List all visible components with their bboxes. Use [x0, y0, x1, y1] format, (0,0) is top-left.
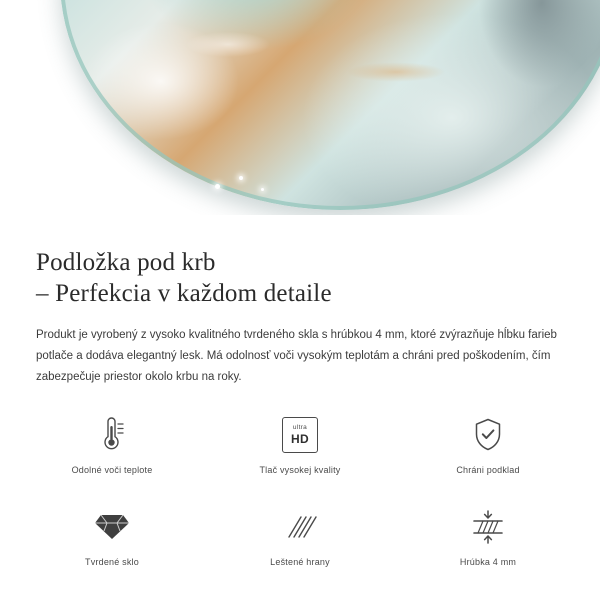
round-glass-mat-image — [60, 0, 600, 210]
feature-label: Tvrdené sklo — [85, 557, 139, 567]
ultra-hd-icon — [282, 414, 318, 456]
product-description: Produkt je vyrobený z vysoko kvalitného tvrdeného skla s hrúbkou 4 mm, ktoré zvýrazňuje hĺbku farieb potlače a dodáva elegantný lesk. Má odolnosť voči vysokým teplotám a chráni pred poškodením, čím zabezpečuje priestor okolo krbu na roky. — [36, 329, 557, 383]
feature-label: Hrúbka 4 mm — [459, 557, 517, 567]
polished-edges-icon — [282, 506, 318, 548]
page-title — [36, 247, 564, 309]
feature-item-thickness — [394, 506, 582, 588]
feature-label: Leštené hrany — [270, 557, 330, 567]
title-line-2: – Perfekcia v každom detaile — [36, 280, 332, 307]
feature-item-surface-protection — [394, 414, 582, 496]
thermometer-icon — [94, 414, 130, 456]
thickness-icon — [468, 506, 508, 548]
feature-label: Odolné voči teplote — [71, 465, 153, 475]
feature-item-polished-edges — [206, 506, 394, 588]
marble-artwork — [60, 0, 600, 210]
feature-item-heat-resistant — [18, 414, 206, 496]
feature-item-tempered-glass — [18, 506, 206, 588]
feature-grid — [0, 414, 600, 588]
shield-check-icon — [471, 414, 505, 456]
hero-image-section — [0, 0, 600, 215]
feature-label: Tlač vysokej kvality — [259, 465, 341, 475]
ultra-hd-badge-bottom: HD — [291, 431, 309, 446]
feature-label: Chráni podklad — [456, 465, 520, 475]
diamond-icon — [93, 506, 131, 548]
ultra-hd-badge-top: ultra — [292, 424, 308, 432]
feature-item-print-quality — [206, 414, 394, 496]
title-line-1: Podložka pod krb — [36, 249, 216, 276]
text-content — [0, 215, 600, 388]
